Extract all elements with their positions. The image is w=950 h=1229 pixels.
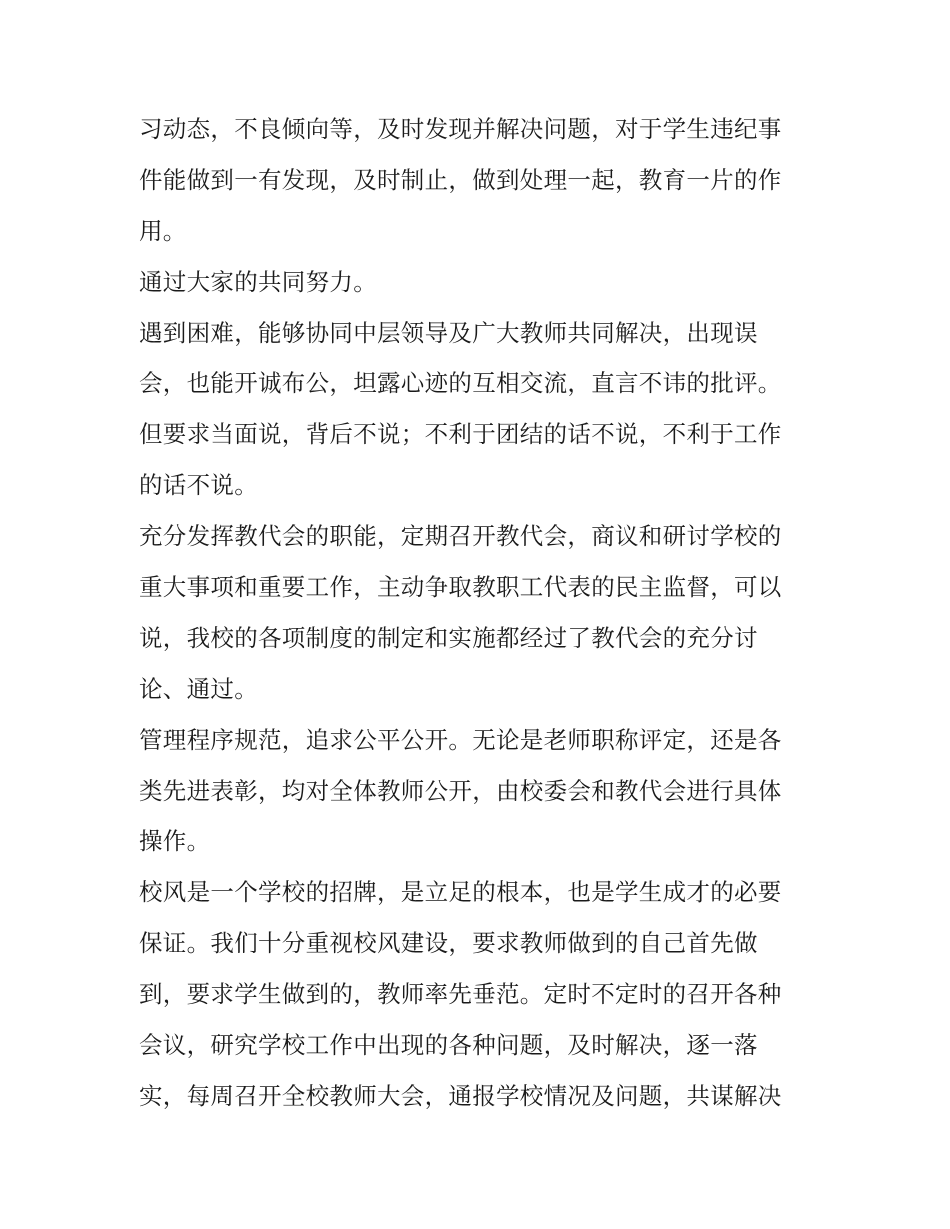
text-line: 用。 <box>139 216 187 245</box>
text-line: 论、通过。 <box>139 674 258 703</box>
text-line: 会，也能开诚布公，坦露心迹的互相交流，直言不讳的批评。 <box>139 369 782 398</box>
text-line: 说，我校的各项制度的制定和实施都经过了教代会的充分讨 <box>139 623 758 652</box>
text-line: 充分发挥教代会的职能，定期召开教代会，商议和研讨学校的 <box>139 522 782 551</box>
text-line: 管理程序规范，追求公平公开。无论是老师职称评定，还是各 <box>139 725 782 754</box>
text-line: 会议，研究学校工作中出现的各种问题，及时解决，逐一落 <box>139 1031 758 1060</box>
text-line: 习动态，不良倾向等，及时发现并解决问题，对于学生违纪事 <box>139 115 782 143</box>
text-line: 保证。我们十分重视校风建设，要求教师做到的自己首先做 <box>139 929 758 958</box>
text-line: 但要求当面说，背后不说；不利于团结的话不说，不利于工作 <box>139 420 782 449</box>
document-body <box>139 104 819 1122</box>
text-line: 校风是一个学校的招牌，是立足的根本，也是学生成才的必要 <box>139 878 782 907</box>
text-line: 重大事项和重要工作，主动争取教职工代表的民主监督，可以 <box>139 573 782 602</box>
text-line: 的话不说。 <box>139 471 258 500</box>
text-line: 到，要求学生做到的，教师率先垂范。定时不定时的召开各种 <box>139 980 782 1009</box>
text-line: 实，每周召开全校教师大会，通报学校情况及问题，共谋解决 <box>139 1081 782 1110</box>
text-line: 通过大家的共同努力。 <box>139 267 377 296</box>
text-line: 类先进表彰，均对全体教师公开，由校委会和教代会进行具体 <box>139 776 782 805</box>
text-line: 操作。 <box>139 827 211 856</box>
text-line: 遇到困难，能够协同中层领导及广大教师共同解决，出现误 <box>139 318 758 347</box>
text-line: 件能做到一有发现，及时制止，做到处理一起，教育一片的作 <box>139 165 782 194</box>
